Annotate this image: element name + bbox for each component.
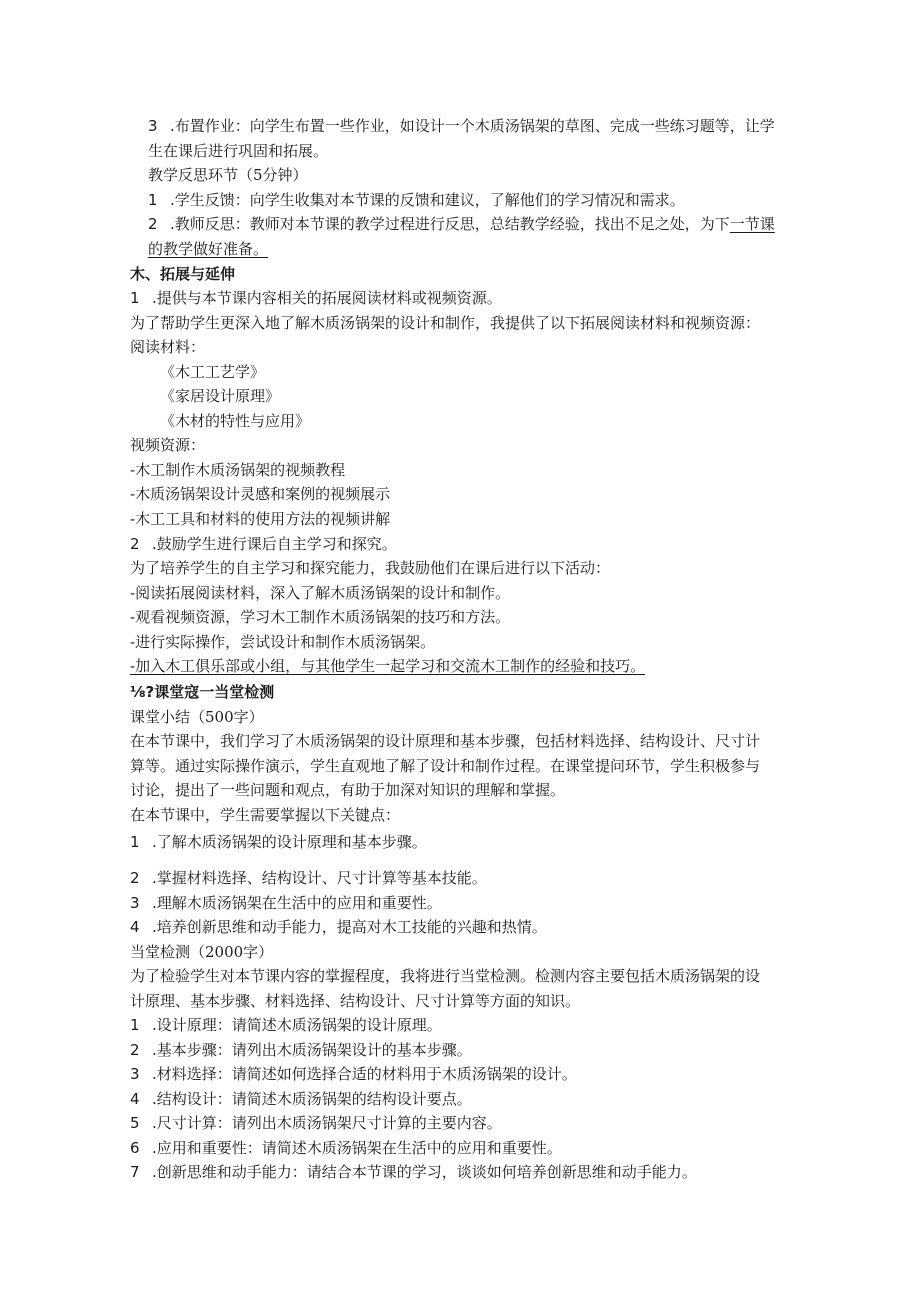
reflection-item — [148, 190, 685, 210]
item-number: 2 — [130, 535, 140, 553]
item-text: .理解木质汤锅架在生活中的应用和重要性。 — [152, 894, 442, 912]
item-text: .基本步骤：请列出木质汤锅架设计的基本步骤。 — [152, 1041, 472, 1059]
item-text: .尺寸计算：请列出木质汤锅架尺寸计算的主要内容。 — [152, 1114, 502, 1132]
item-number: 1 — [148, 191, 158, 209]
item-number: 2 — [130, 1041, 140, 1059]
key-point — [130, 868, 487, 888]
item-text: .提供与本节课内容相关的拓展阅读材料或视频资源。 — [152, 289, 502, 307]
item-number: 3 — [130, 1065, 140, 1083]
item-text: .结构设计：请简述木质汤锅架的结构设计要点。 — [152, 1090, 472, 1108]
paragraph: 为了帮助学生更深入地了解木质汤锅架的设计和制作，我提供了以下拓展阅读材料和视频资源： — [130, 314, 761, 332]
question-item — [130, 1138, 562, 1158]
section-heading: ⅛?课堂寇一当堂检测 — [130, 683, 275, 701]
video-item: -木质汤锅架设计灵感和案例的视频展示 — [130, 485, 391, 503]
item-text: .学生反馈：向学生收集对本节课的反馈和建议，了解他们的学习情况和需求。 — [170, 191, 685, 209]
video-item: -木工制作木质汤锅架的视频教程 — [130, 461, 346, 479]
question-item — [130, 1015, 442, 1035]
question-item — [130, 1040, 472, 1060]
numbered-item — [130, 534, 397, 554]
underlined-text: 一节课 — [729, 215, 775, 233]
book-title: 《家居设计原理》 — [160, 387, 281, 405]
reflection-item — [148, 214, 775, 234]
text-line: 生在课后进行巩固和拓展。 — [148, 142, 329, 160]
key-point — [130, 832, 427, 852]
item-number: 3 — [130, 894, 140, 912]
check-title: 当堂检测（2000字） — [130, 943, 274, 961]
key-point — [130, 917, 547, 937]
video-label: 视频资源： — [130, 436, 206, 454]
item-number: 5 — [130, 1114, 140, 1132]
item-text: .设计原理：请简述木质汤锅架的设计原理。 — [152, 1016, 442, 1034]
summary-title: 课堂小结（500字） — [130, 708, 264, 726]
activity-item: -观看视频资源，学习木工制作木质汤锅架的技巧和方法。 — [130, 608, 511, 626]
book-title: 《木材的特性与应用》 — [160, 412, 311, 430]
item-text: .掌握材料选择、结构设计、尺寸计算等基本技能。 — [152, 869, 487, 887]
key-point — [130, 893, 442, 913]
summary-line: 讨论，提出了一些问题和观点，有助于加深对知识的理解和掌握。 — [130, 781, 566, 799]
activity-item: -阅读拓展阅读材料，深入了解木质汤锅架的设计和制作。 — [130, 584, 511, 602]
check-line: 为了检验学生对本节课内容的掌握程度，我将进行当堂检测。检测内容主要包括木质汤锅架的设 — [130, 967, 761, 985]
item-text: .创新思维和动手能力：请结合本节课的学习，谈谈如何培养创新思维和动手能力。 — [152, 1163, 697, 1181]
item-number: 7 — [130, 1163, 140, 1181]
key-intro: 在本节课中，学生需要掌握以下关键点： — [130, 806, 401, 824]
question-item — [130, 1162, 697, 1182]
activity-item: -加入木工俱乐部或小组，与其他学生一起学习和交流木工制作的经验和技巧。 — [130, 657, 646, 675]
item-number: 6 — [130, 1139, 140, 1157]
numbered-item — [130, 288, 502, 308]
item-number: 3 — [148, 117, 158, 135]
item-number: 4 — [130, 1090, 140, 1108]
item-number: 4 — [130, 918, 140, 936]
paragraph: 为了培养学生的自主学习和探究能力，我鼓励他们在课后进行以下活动： — [130, 559, 611, 577]
item-text: .材料选择：请简述如何选择合适的材料用于木质汤锅架的设计。 — [152, 1065, 577, 1083]
item-number: 2 — [130, 869, 140, 887]
item-number: 1 — [130, 1016, 140, 1034]
check-line: 计原理、基本步骤、材料选择、结构设计、尺寸计算等方面的知识。 — [130, 992, 581, 1010]
question-item — [130, 1089, 472, 1109]
item-text: .应用和重要性：请简述木质汤锅架在生活中的应用和重要性。 — [152, 1139, 562, 1157]
section-heading: 木、拓展与延伸 — [130, 265, 236, 283]
item-number: 1 — [130, 289, 140, 307]
item-text: .布置作业：向学生布置一些作业，如设计一个木质汤锅架的草图、完成一些练习题等，让学 — [170, 117, 775, 135]
item-text: .了解木质汤锅架的设计原理和基本步骤。 — [152, 833, 427, 851]
item-number: 1 — [130, 833, 140, 851]
item-text: .教师反思：教师对本节课的教学过程进行反思，总结教学经验，找出不足之处，为下 — [170, 215, 730, 233]
reading-label: 阅读材料： — [130, 338, 206, 356]
summary-line: 在本节课中，我们学习了木质汤锅架的设计原理和基本步骤，包括材料选择、结构设计、尺寸计 — [130, 732, 761, 750]
text-line: 的教学做好准备。 — [148, 240, 269, 258]
book-title: 《木工工艺学》 — [160, 363, 266, 381]
item-text: .培养创新思维和动手能力，提高对木工技能的兴趣和热情。 — [152, 918, 547, 936]
summary-line: 算等。通过实际操作演示，学生直观地了解了设计和制作过程。在课堂提问环节，学生积极参与 — [130, 757, 761, 775]
video-item: -木工工具和材料的使用方法的视频讲解 — [130, 510, 391, 528]
homework-item — [148, 116, 775, 136]
item-number: 2 — [148, 215, 158, 233]
question-item — [130, 1064, 577, 1084]
question-item — [130, 1113, 502, 1133]
activity-item: -进行实际操作，尝试设计和制作木质汤锅架。 — [130, 633, 436, 651]
item-text: .鼓励学生进行课后自主学习和探究。 — [152, 535, 397, 553]
reflection-title: 教学反思环节（5分钟） — [148, 166, 308, 184]
